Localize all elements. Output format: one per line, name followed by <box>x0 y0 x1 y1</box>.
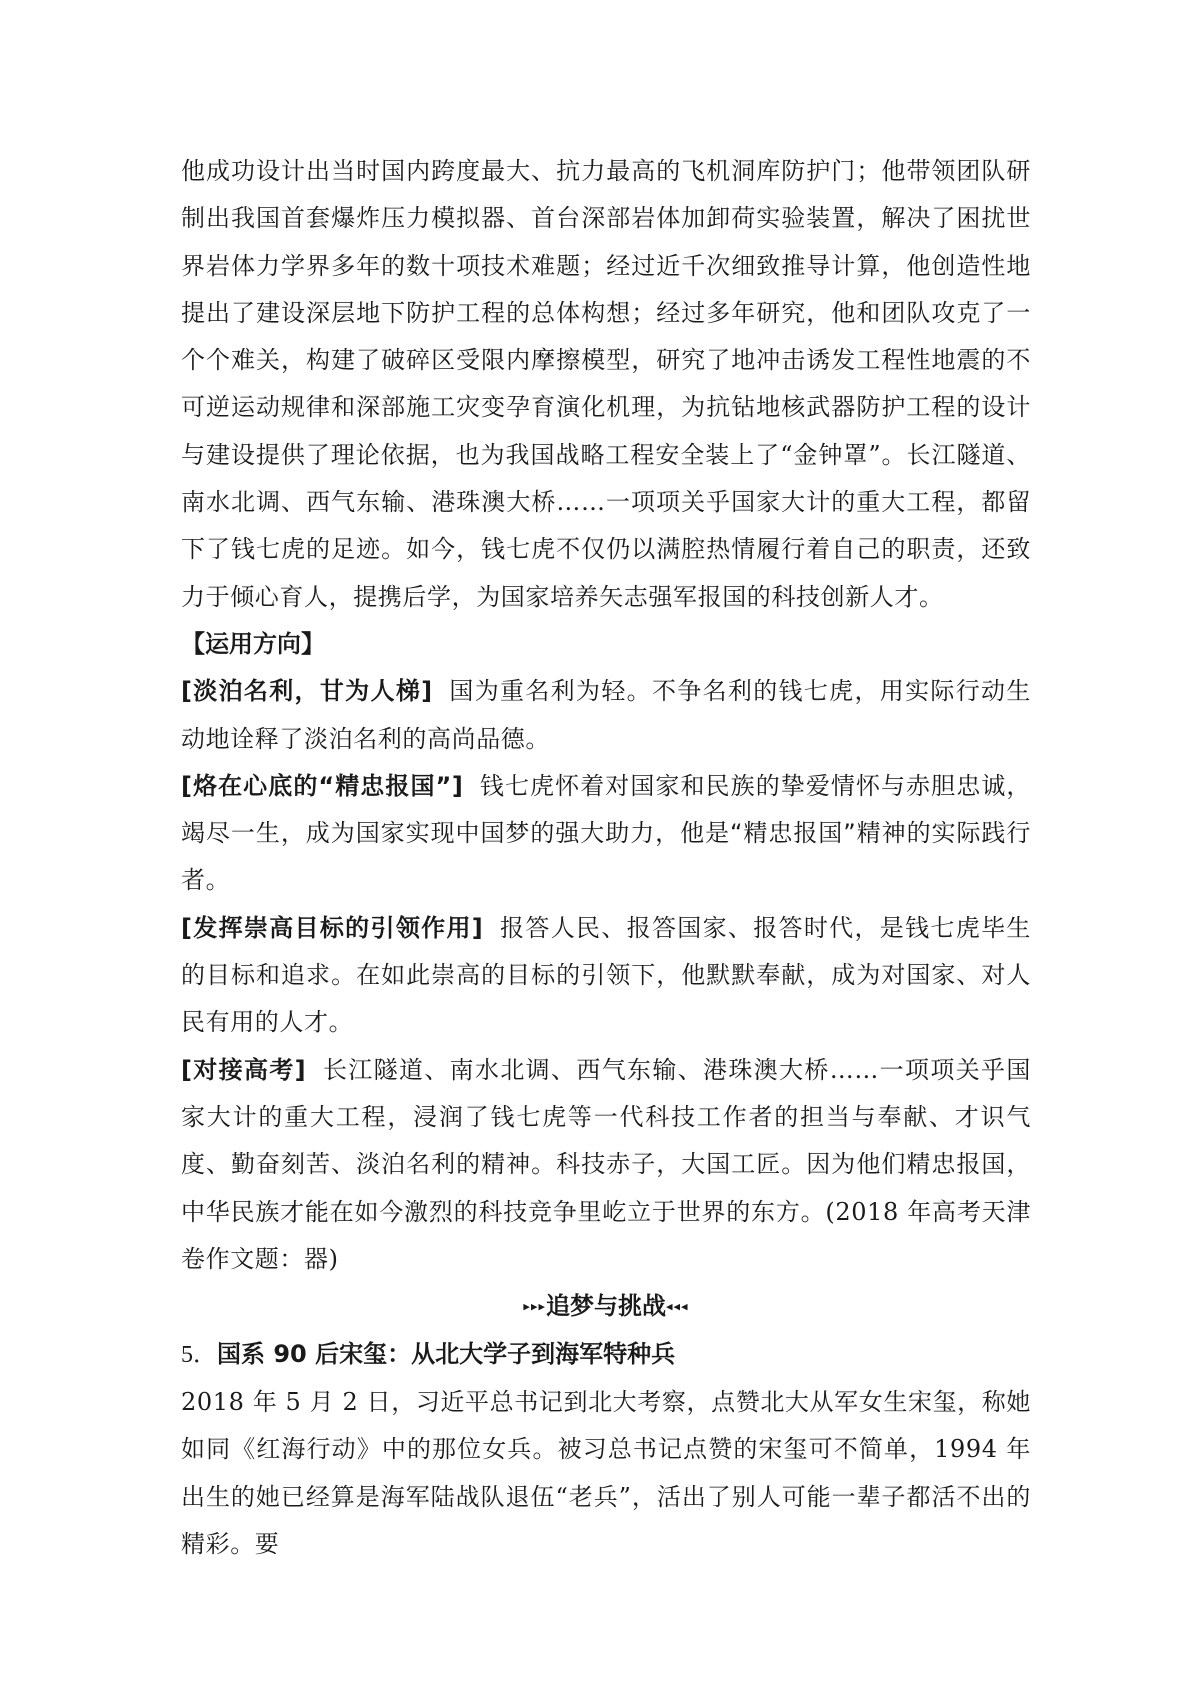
story-paragraph: 他成功设计出当时国内跨度最大、抗力最高的飞机洞库防护门；他带领团队研制出我国首套爆炸压力模拟器、首台深部岩体加卸荷实验装置，解决了困扰世界岩体力学界多年的数十项技术难题；经过近千次细致推导计算，他创造性地提出了建设深层地下防护工程的总体构想；经过多年研究，他和团队攻克了一个个难关，构建了破碎区受限内摩擦模型，研究了地冲击诱发工程性地震的不可逆运动规律和深部施工灾变孕育演化机理，为抗钻地核武器防护工程的设计与建设提供了理论依据，也为我国战略工程安全装上了“金钟罩”。长江隧道、南水北调、西气东输、港珠澳大桥……一项项关乎国家大计的重大工程，都留下了钱七虎的足迹。如今，钱七虎不仅仍以满腔热情履行着自己的职责，还致力于倾心育人，提携后学，为国家培养矢志强军报国的科技创新人才。 <box>181 157 1031 611</box>
divider-label: 追梦与挑战 <box>546 1292 666 1321</box>
entry-3 <box>181 905 1031 1047</box>
entry-3-tag: [发挥崇高目标的引领作用] <box>181 913 484 942</box>
entry-1-tag: [淡泊名利，甘为人梯] <box>181 677 433 706</box>
divider-right-marker: ◂◂◂ <box>666 1299 689 1315</box>
entry-4-tag: [对接高考] <box>181 1055 307 1084</box>
section-divider <box>181 1283 1031 1331</box>
item-5-paragraph: 2018 年 5 月 2 日，习近平总书记到北大考察，点赞北大从军女生宋玺，称她如同《红海行动》中的那位女兵。被习总书记点赞的宋玺可不简单，1994 年出生的她已经算是海军陆战队退伍“老兵”，活出了别人可能一辈子都活不出的精彩。要 <box>181 1388 1031 1558</box>
divider-left-marker: ▸▸▸ <box>523 1299 546 1315</box>
entry-1-text: 国为重名利为轻。不争名利的钱七虎，用实际行动生动地诠释了淡泊名利的高尚品德。 <box>181 677 1031 753</box>
document-page <box>181 148 1031 1568</box>
entry-2-text: 钱七虎怀着对国家和民族的挚爱情怀与赤胆忠诚，竭尽一生，成为国家实现中国梦的强大助力，他是“精忠报国”精神的实际践行者。 <box>181 771 1031 895</box>
entry-2-tag: [烙在心底的“精忠报国”] <box>181 771 464 800</box>
usage-heading: 【运用方向】 <box>181 629 325 658</box>
entry-2 <box>181 763 1031 905</box>
entry-4-text: 长江隧道、南水北调、西气东输、港珠澳大桥……一项项关乎国家大计的重大工程，浸润了钱七虎等一代科技工作者的担当与奉献、才识气度、勤奋刻苦、淡泊名利的精神。科技赤子，大国工匠。因为他们精忠报国，中华民族才能在如今激烈的科技竞争里屹立于世界的东方。(2018 年高考天津卷作文题：器) <box>181 1055 1031 1273</box>
item-5-title-text: 国系 90 后宋玺：从北大学子到海军特种兵 <box>217 1339 676 1368</box>
entry-4 <box>181 1047 1031 1283</box>
entry-1 <box>181 668 1031 763</box>
item-5-number: 5． <box>181 1341 217 1368</box>
item-5-title <box>181 1331 1031 1379</box>
entry-3-text: 报答人民、报答国家、报答时代，是钱七虎毕生的目标和追求。在如此崇高的目标的引领下，他默默奉献，成为对国家、对人民有用的人才。 <box>181 913 1031 1037</box>
